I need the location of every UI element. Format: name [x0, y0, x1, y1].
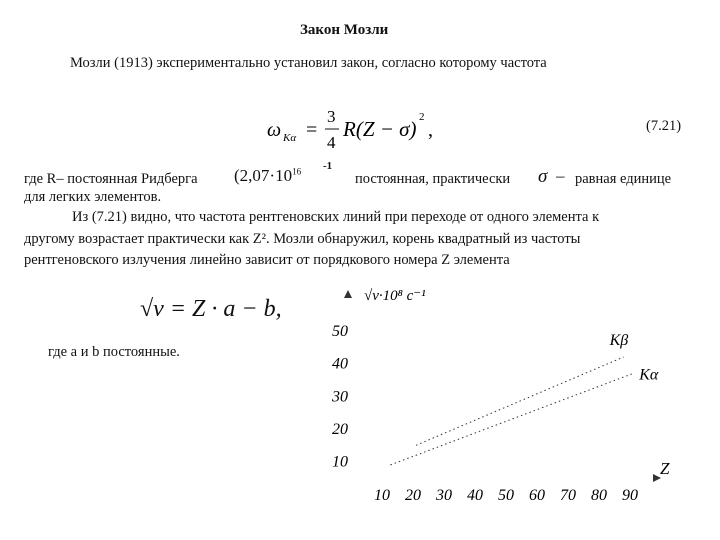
x-tick-label: 30	[436, 487, 452, 504]
sigma-dash: –	[556, 166, 565, 185]
y-tick-label: 30	[332, 388, 348, 406]
formula-omega-sub: Kα	[283, 132, 297, 144]
paragraph-line-2: другому возрастает практически как Z². Мозли обнаружил, корень квадратный из частоты	[24, 231, 581, 247]
formula-numerator: 3	[327, 107, 336, 126]
x-axis-label: Z	[660, 459, 670, 478]
formula-comma: ,	[428, 119, 433, 141]
formula-equals: =	[306, 119, 318, 141]
moseley-chart	[318, 278, 718, 540]
x-tick-label: 40	[467, 487, 483, 504]
rydberg-base: (2,07·10	[234, 166, 293, 185]
paragraph-line-3: рентгеновского излучения линейно зависит от порядкового номера Z элемента	[24, 252, 510, 268]
x-tick-label: 70	[560, 487, 576, 504]
series-line-k-beta	[416, 357, 624, 445]
where-rydberg-text: где R– постоянная Ридберга	[24, 171, 198, 187]
series-label: Kβ	[609, 332, 629, 350]
rydberg-exponent: 16	[292, 166, 302, 177]
page-title: Закон Мозли	[300, 22, 389, 38]
constants-text: где a и b постоянные.	[48, 344, 180, 360]
sqrt-formula: √ν = Z · a − b,	[140, 296, 282, 322]
x-tick-label: 10	[374, 487, 390, 504]
intro-text: Мозли (1913) экспериментально установил закон, согласно которому частота	[70, 55, 547, 71]
x-tick-label: 50	[498, 487, 514, 504]
rydberg-value	[234, 166, 301, 186]
series-label: Kα	[639, 366, 659, 384]
series-line-k-alpha	[390, 373, 633, 465]
x-tick-label: 80	[591, 487, 607, 504]
x-tick-label: 90	[622, 487, 638, 504]
formula-rhs: R(Z − σ)	[343, 117, 417, 141]
formula-omega: ω	[267, 119, 282, 141]
equation-number: (7.21)	[646, 118, 682, 134]
x-tick-label: 60	[529, 487, 545, 504]
rydberg-unit: -1	[323, 160, 333, 172]
y-tick-label: 10	[332, 453, 348, 471]
sigma-symbol: σ	[538, 166, 548, 187]
paragraph-line-1: Из (7.21) видно, что частота рентгеновских линий при переходе от одного элемента к	[72, 209, 600, 225]
equal-unity-text: равная единице	[575, 171, 672, 187]
y-tick-label: 40	[332, 355, 348, 373]
y-tick-label: 20	[332, 420, 348, 438]
y-tick-label: 50	[332, 322, 348, 340]
formula-exponent: 2	[419, 111, 425, 123]
y-axis-arrow	[344, 290, 352, 298]
moseley-formula	[265, 100, 465, 158]
light-elements-text: для легких элементов.	[24, 189, 162, 205]
formula-denominator: 4	[327, 133, 336, 152]
x-tick-label: 20	[405, 487, 421, 504]
y-axis-label: √ν·10⁸ с⁻¹	[364, 288, 426, 304]
where-constant-text: постоянная, практически	[355, 171, 511, 187]
